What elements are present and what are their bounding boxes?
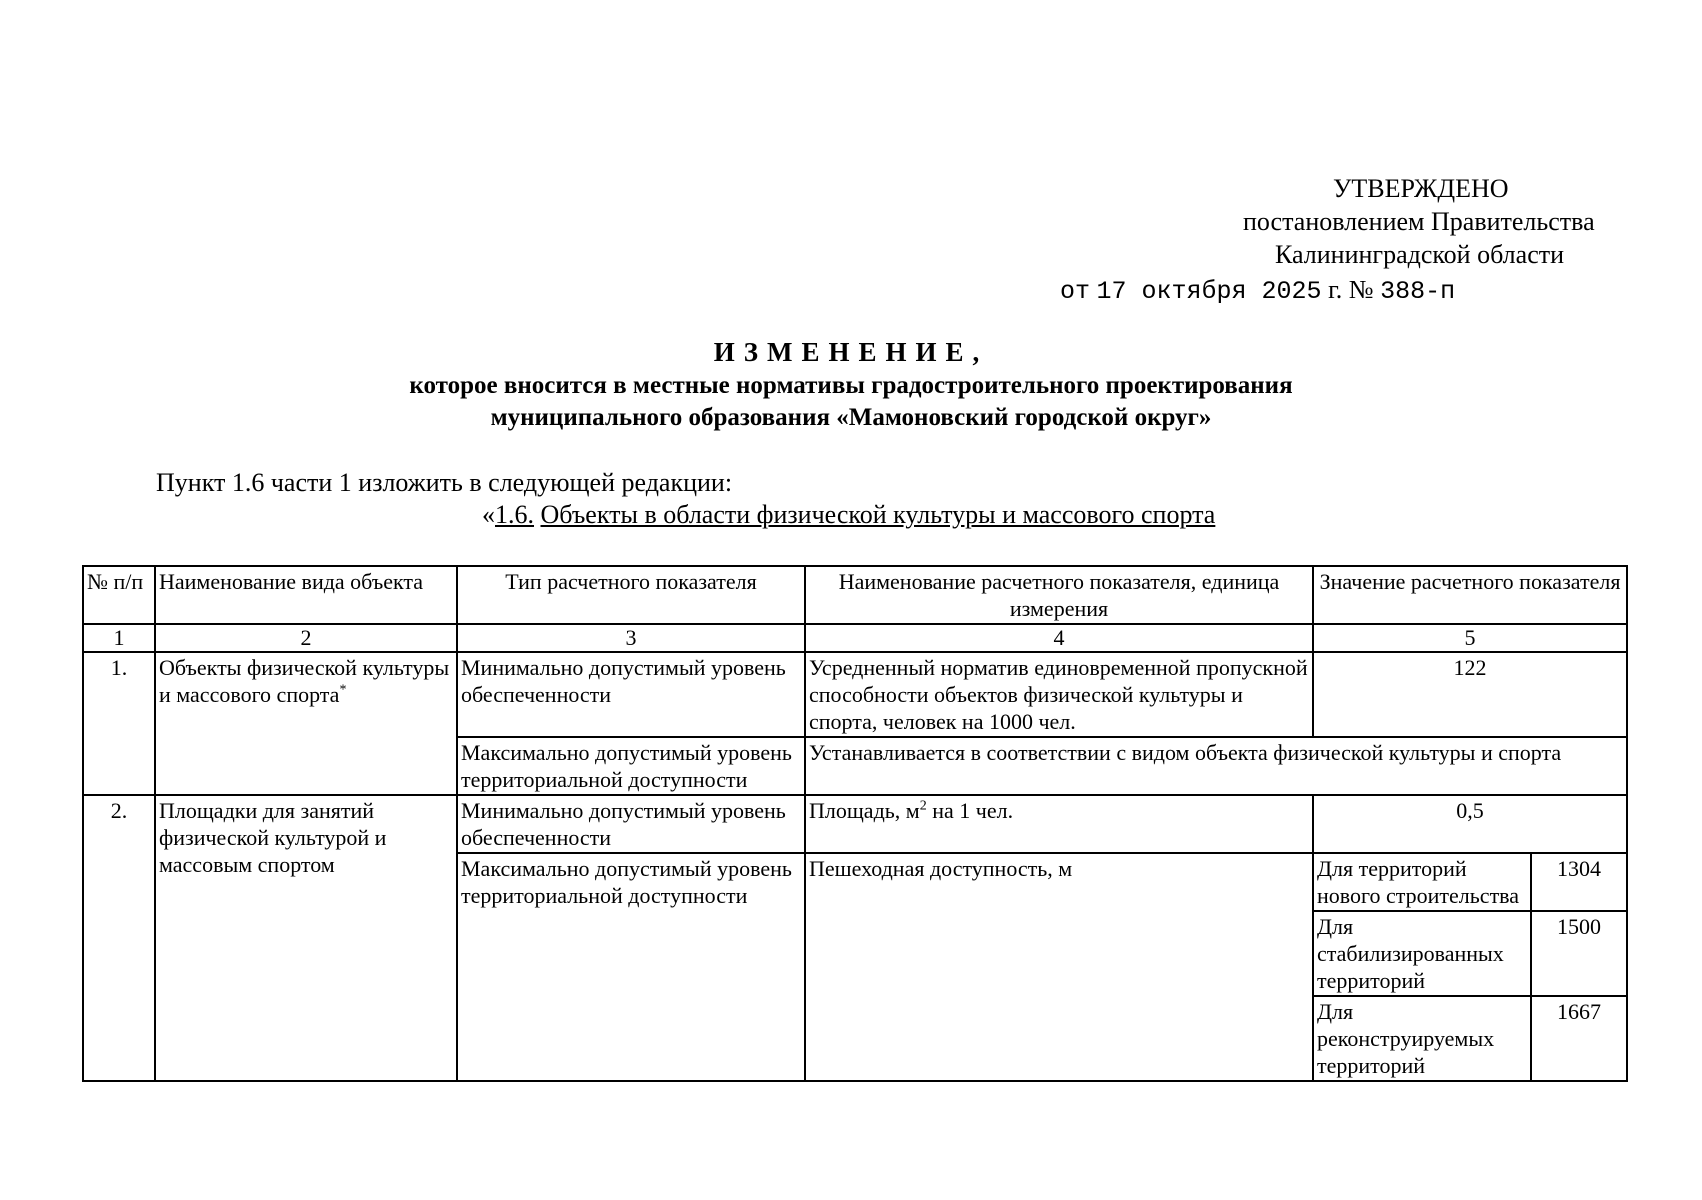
section-number: 1.6. xyxy=(495,500,534,529)
header-type: Тип расчетного показателя xyxy=(457,566,805,624)
document-title xyxy=(0,334,1702,434)
column-number: 5 xyxy=(1313,624,1627,652)
section-title: Объекты в области физической культуры и массового спорта xyxy=(540,500,1216,529)
section-open-quote: « xyxy=(482,500,495,529)
row1-value-min: 122 xyxy=(1313,652,1627,737)
row1-type-min: Минимально допустимый уровень обеспеченности xyxy=(457,652,805,737)
approval-date: 17 октября 2025 xyxy=(1096,277,1322,306)
column-number: 2 xyxy=(155,624,457,652)
row1-name: Объекты физической культуры и массового спорта xyxy=(159,655,450,707)
row2-type-min: Минимально допустимый уровень обеспеченности xyxy=(457,795,805,853)
sub-label: Для стабилизированных территорий xyxy=(1313,911,1531,996)
header-indicator: Наименование расчетного показателя, единица измерения xyxy=(805,566,1313,624)
header-value: Значение расчетного показателя xyxy=(1313,566,1627,624)
sub-label: Для территорий нового строительства xyxy=(1313,853,1531,911)
row1-indicator-min: Усредненный норматив единовременной пропускной способности объектов физической культуры и спорта, человек на 1000 чел. xyxy=(805,652,1313,737)
row1-name-cell xyxy=(155,652,457,795)
row2-num: 2. xyxy=(83,795,155,1081)
title-subtitle-2: муниципального образования «Мамоновский городской округ» xyxy=(490,404,1212,431)
row2-indicator-min-cell xyxy=(805,795,1313,853)
approval-date-line xyxy=(1060,273,1455,308)
approval-year-suffix: г. xyxy=(1328,275,1343,304)
sub-label: Для реконструируемых территорий xyxy=(1313,996,1531,1081)
sub-value: 1304 xyxy=(1531,853,1627,911)
approval-region: Калининградской области xyxy=(1275,240,1565,269)
approval-number: 388-п xyxy=(1380,277,1456,306)
row2-indicator-max: Пешеходная доступность, м xyxy=(805,853,1313,1081)
row1-type-max: Максимально допустимый уровень территориальной доступности xyxy=(457,737,805,795)
table-row xyxy=(83,652,1627,737)
column-number: 3 xyxy=(457,624,805,652)
column-number-row xyxy=(83,624,1627,652)
intro-text: Пункт 1.6 части 1 изложить в следующей редакции: xyxy=(156,468,733,497)
row2-indicator-min-suffix: на 1 чел. xyxy=(926,798,1014,823)
approval-block xyxy=(1060,172,1680,306)
sub-value: 1667 xyxy=(1531,996,1627,1081)
footnote-mark: * xyxy=(339,682,347,698)
header-num: № п/п xyxy=(83,566,155,624)
approval-date-prefix: от xyxy=(1060,277,1091,306)
row2-name: Площадки для занятий физической культурой и массовым спортом xyxy=(155,795,457,1081)
table-row xyxy=(83,795,1627,853)
approval-issuer: постановлением Правительства xyxy=(1243,207,1595,236)
row1-num: 1. xyxy=(83,652,155,795)
header-name: Наименование вида объекта xyxy=(155,566,457,624)
approval-number-sign: № xyxy=(1348,275,1374,304)
sub-value: 1500 xyxy=(1531,911,1627,996)
table-header-row xyxy=(83,566,1627,624)
row1-note-max: Устанавливается в соответствии с видом объекта физической культуры и спорта xyxy=(805,737,1627,795)
column-number: 1 xyxy=(83,624,155,652)
title-subtitle-1: которое вносится в местные нормативы градостроительного проектирования xyxy=(409,372,1293,399)
title-main: ИЗМЕНЕНИЕ, xyxy=(713,337,989,367)
row2-type-max: Максимально допустимый уровень территориальной доступности xyxy=(457,853,805,1081)
column-number: 4 xyxy=(805,624,1313,652)
section-heading xyxy=(482,500,1215,530)
norms-table xyxy=(82,565,1628,1082)
approval-title: УТВЕРЖДЕНО xyxy=(1333,174,1509,203)
row2-indicator-min-sup: 2 xyxy=(919,798,927,814)
row2-value-min: 0,5 xyxy=(1313,795,1627,853)
row2-indicator-min-prefix: Площадь, м xyxy=(809,798,920,823)
